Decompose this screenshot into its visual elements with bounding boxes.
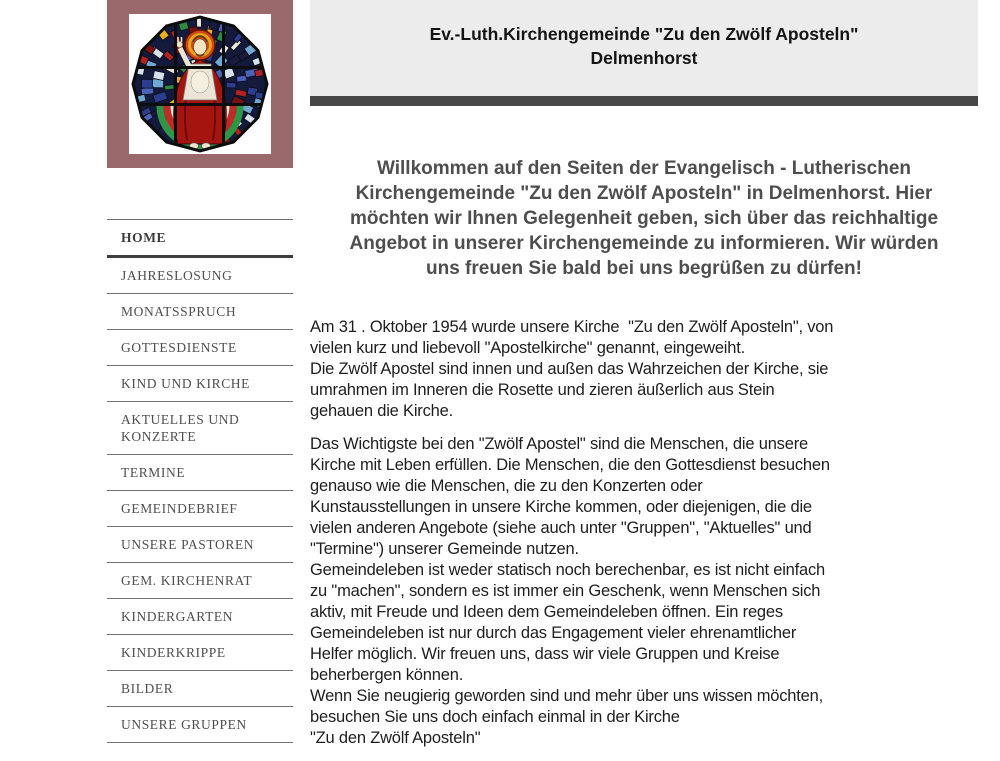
text-line: besuchen Sie uns doch einfach einmal in der Kirche [310,708,680,726]
sidebar-item-label: UNSERE PASTOREN [121,537,255,552]
sidebar-item-bilder[interactable] [107,671,293,707]
sidebar-item-label: AKTUELLES UND KONZERTE [121,412,240,444]
sidebar-item-termine[interactable] [107,455,293,491]
masthead-underline-bar [310,96,978,106]
text-line: Helfer möglich. Wir freuen uns, dass wir viele Gruppen und Kreise [310,645,780,663]
sidebar-item-label: BILDER [121,681,174,696]
text-line: vielen kurz und liebevoll "Apostelkirche" genannt, eingeweiht. [310,339,746,357]
text-line: beherbergen können. [310,666,464,684]
sidebar-item-label: KINDERGARTEN [121,609,234,624]
sidebar-item-label: TERMINE [121,465,186,480]
text-line: Wenn Sie neugierig geworden sind und mehr über uns wissen möchten, [310,687,823,705]
text-line: vielen anderen Angebote (siehe auch unter "Gruppen", "Aktuelles" und [310,519,812,537]
text-line: zu "machen", sondern es ist immer ein Geschenk, wenn Menschen sich [310,582,821,600]
masthead [310,0,978,96]
sidebar-item-monatsspruch[interactable] [107,294,293,330]
text-line: Am 31 . Oktober 1954 wurde unsere Kirche "Zu den Zwölf Aposteln", von [310,318,834,336]
main-content [310,0,978,761]
text-line: "Termine") unserer Gemeinde nutzen. [310,540,579,558]
sidebar-menu [107,219,293,743]
text-line: "Zu den Zwölf Aposteln" [310,729,481,747]
sidebar-item-label: UNSERE GRUPPEN [121,717,247,732]
sidebar-item-gottesdienste[interactable] [107,330,293,366]
sidebar-item-label: GOTTESDIENSTE [121,340,237,355]
sidebar-item-label: JAHRESLOSUNG [121,268,233,283]
text-line: Kunstausstellungen in unsere Kirche kommen, oder diejenigen, die die [310,498,812,516]
site-title-city: Delmenhorst [590,48,698,68]
paragraph [310,434,978,749]
site-logo[interactable] [107,0,293,168]
text-line: umrahmen im Inneren die Rosette und zieren äußerlich aus Stein [310,381,775,399]
sidebar-item-label: GEM. KIRCHENRAT [121,573,253,588]
text-line: Gemeindeleben ist nur durch das Engagement vieler ehrenamtlicher [310,624,797,642]
sidebar-item-kinderkrippe[interactable] [107,635,293,671]
sidebar-item-aktuelles-und-konzerte[interactable] [107,402,293,455]
text-line: genauso wie die Menschen, die zu den Konzerten oder [310,477,703,495]
sidebar-item-jahreslosung[interactable] [107,258,293,294]
sidebar-item-label: KINDERKRIPPE [121,645,226,660]
article-text [310,317,978,749]
sidebar-item-unsere-pastoren[interactable] [107,527,293,563]
sidebar-item-label: MONATSSPRUCH [121,304,237,319]
sidebar [107,0,293,743]
sidebar-item-gem-kirchenrat[interactable] [107,563,293,599]
text-line: Das Wichtigste bei den "Zwölf Apostel" sind die Menschen, die unsere [310,435,808,453]
text-line: Kirche mit Leben erfüllen. Die Menschen, die den Gottesdienst besuchen [310,456,830,474]
text-line: Gemeindeleben ist weder statisch noch berechenbar, es ist nicht einfach [310,561,826,579]
rosette-stained-glass-icon [129,14,271,154]
text-line: gehauen die Kirche. [310,402,453,420]
sidebar-item-gemeindebrief[interactable] [107,491,293,527]
paragraph [310,317,978,422]
site-title: Ev.-Luth.Kirchengemeinde "Zu den Zwölf Aposteln" [429,24,859,44]
sidebar-item-kindergarten[interactable] [107,599,293,635]
text-line: Die Zwölf Apostel sind innen und außen das Wahrzeichen der Kirche, sie [310,360,829,378]
sidebar-item-kind-und-kirche[interactable] [107,366,293,402]
sidebar-item-label: HOME [121,230,167,245]
sidebar-item-home[interactable] [107,220,293,258]
sidebar-item-label: KIND UND KIRCHE [121,376,250,391]
welcome-heading: Willkommen auf den Seiten der Evangelisch - Lutherischen Kirchengemeinde "Zu den Zwölf Aposteln" in Delmenhorst. Hier möchten wir Ihnen Gelegenheit geben, sich über das reichhaltige Angebot in unserer Kirchengemeinde zu informieren. Wir würden uns freuen Sie bald bei uns begrüßen zu dürfen! [349,158,939,279]
text-line: aktiv, mit Freude und Ideen dem Gemeindeleben öffnen. Ein reges [310,603,783,621]
logo-inner-panel [129,14,271,154]
sidebar-item-unsere-gruppen[interactable] [107,707,293,743]
sidebar-item-label: GEMEINDEBRIEF [121,501,238,516]
